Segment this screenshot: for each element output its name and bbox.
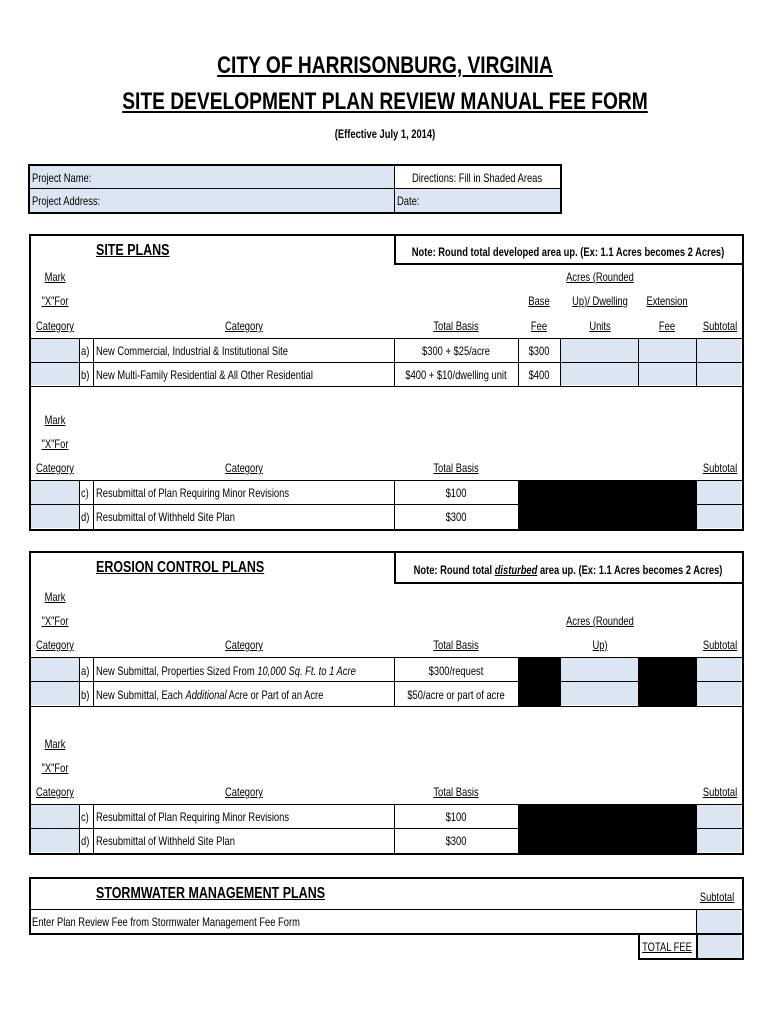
table-row-basis: $100 bbox=[445, 810, 467, 824]
project-address-label: Project Address: bbox=[32, 194, 101, 208]
site-acres-header-3: Units bbox=[589, 319, 611, 333]
stormwater-subtotal-header: Subtotal bbox=[699, 890, 735, 904]
erosion-mark-header-1: Mark bbox=[44, 590, 66, 604]
site-fee-header: Fee bbox=[530, 319, 548, 333]
erosion-mark-header2-1: Mark bbox=[44, 737, 66, 751]
site-mark-header2-3: Category bbox=[36, 461, 74, 475]
table-row-basis: $300 bbox=[445, 834, 467, 848]
table-row-desc: New Submittal, Each Additional Acre or Part of an Acre bbox=[96, 688, 324, 702]
page-title: CITY OF HARRISONBURG, VIRGINIA bbox=[217, 52, 553, 79]
site-category-header2: Category bbox=[225, 461, 263, 475]
table-row-desc: Resubmittal of Plan Requiring Minor Revisions bbox=[96, 810, 290, 824]
date-label: Date: bbox=[397, 194, 420, 208]
stormwater-instruction: Enter Plan Review Fee from Stormwater Management Fee Form bbox=[32, 915, 300, 929]
table-row-basis: $50/acre or part of acre bbox=[407, 688, 505, 702]
site-mark-header-2: "X"For bbox=[41, 294, 69, 308]
table-row-base-fee: $300 bbox=[528, 344, 550, 358]
site-subtotal-header2: Subtotal bbox=[702, 461, 738, 475]
site-base-header: Base bbox=[528, 294, 550, 308]
stormwater-title: STORMWATER MANAGEMENT PLANS bbox=[96, 885, 326, 902]
page-subtitle: SITE DEVELOPMENT PLAN REVIEW MANUAL FEE FORM bbox=[122, 88, 648, 115]
erosion-mark-header2-2: "X"For bbox=[41, 761, 69, 775]
table-row-letter: a) bbox=[81, 664, 90, 678]
erosion-basis-header: Total Basis bbox=[433, 638, 479, 652]
table-row-basis: $300 bbox=[445, 510, 467, 524]
table-row-desc: New Commercial, Industrial & Institutional Site bbox=[96, 344, 288, 358]
table-row-letter: d) bbox=[81, 834, 90, 848]
site-basis-header: Total Basis bbox=[433, 319, 479, 333]
erosion-acres-header-2: Up) bbox=[592, 638, 608, 652]
site-basis-header2: Total Basis bbox=[433, 461, 479, 475]
erosion-category-header2: Category bbox=[225, 785, 263, 799]
table-row-desc: Resubmittal of Withheld Site Plan bbox=[96, 510, 235, 524]
site-mark-header-1: Mark bbox=[44, 270, 66, 284]
table-row-base-fee: $400 bbox=[528, 368, 550, 382]
erosion-mark-header2-3: Category bbox=[36, 785, 74, 799]
site-acres-header-1: Acres (Rounded bbox=[566, 270, 634, 284]
table-row-letter: d) bbox=[81, 510, 90, 524]
erosion-subtotal-header2: Subtotal bbox=[702, 785, 738, 799]
site-acres-header-2: Up)/ Dwelling bbox=[572, 294, 628, 308]
table-row-desc: Resubmittal of Plan Requiring Minor Revisions bbox=[96, 486, 290, 500]
table-row-basis: $300 + $25/acre bbox=[422, 344, 490, 358]
erosion-title: EROSION CONTROL PLANS bbox=[96, 559, 265, 576]
erosion-acres-header-1: Acres (Rounded bbox=[566, 614, 634, 628]
site-mark-header2-1: Mark bbox=[44, 413, 66, 427]
table-row-letter: a) bbox=[81, 344, 90, 358]
erosion-mark-header-3: Category bbox=[36, 638, 74, 652]
site-ext-header: Extension bbox=[646, 294, 688, 308]
total-fee-field bbox=[697, 935, 741, 958]
project-name-label: Project Name: bbox=[32, 171, 92, 185]
erosion-mark-header-2: "X"For bbox=[41, 614, 69, 628]
table-row-letter: b) bbox=[81, 368, 90, 382]
table-row-basis: $400 + $10/dwelling unit bbox=[405, 368, 507, 382]
total-fee-label: TOTAL FEE bbox=[642, 940, 692, 954]
table-row-letter: c) bbox=[81, 810, 89, 824]
table-row-desc: New Submittal, Properties Sized From 10,000 Sq. Ft. to 1 Acre bbox=[96, 664, 356, 678]
site-mark-header-3: Category bbox=[36, 319, 74, 333]
site-subtotal-header: Subtotal bbox=[702, 319, 738, 333]
effective-date: (Effective July 1, 2014) bbox=[334, 127, 436, 141]
table-row-basis: $100 bbox=[445, 486, 467, 500]
site-mark-header2-2: "X"For bbox=[41, 437, 69, 451]
erosion-note: Note: Round total disturbed area up. (Ex: 1.1 Acres becomes 2 Acres) bbox=[413, 563, 723, 577]
table-row-desc: Resubmittal of Withheld Site Plan bbox=[96, 834, 235, 848]
directions-text: Directions: Fill in Shaded Areas bbox=[411, 171, 543, 185]
erosion-subtotal-header: Subtotal bbox=[702, 638, 738, 652]
table-row-desc: New Multi-Family Residential & All Other Residential bbox=[96, 368, 313, 382]
table-row-letter: c) bbox=[81, 486, 89, 500]
table-row-basis: $300/request bbox=[428, 664, 484, 678]
site-plans-note: Note: Round total developed area up. (Ex: 1.1 Acres becomes 2 Acres) bbox=[411, 245, 725, 259]
table-row-letter: b) bbox=[81, 688, 90, 702]
site-plans-title: SITE PLANS bbox=[96, 242, 170, 259]
site-category-header: Category bbox=[225, 319, 263, 333]
site-ext-fee-header: Fee bbox=[658, 319, 676, 333]
erosion-category-header: Category bbox=[225, 638, 263, 652]
erosion-basis-header2: Total Basis bbox=[433, 785, 479, 799]
